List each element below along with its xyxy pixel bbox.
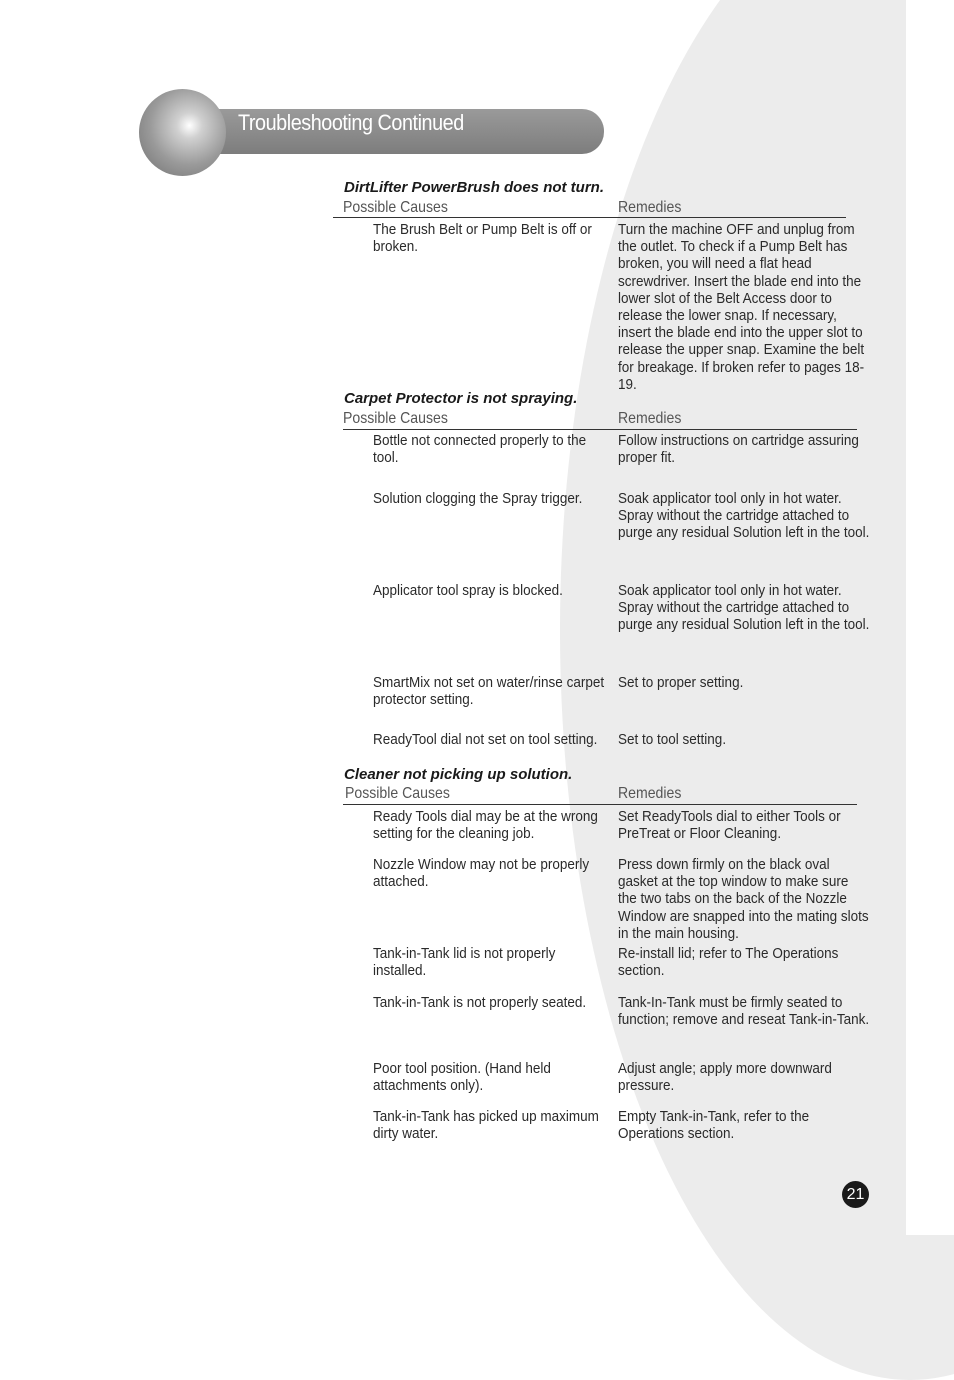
background-edge [906, 0, 954, 1235]
remedy-text: Press down firmly on the black oval gasket at the top window to make sure the two tabs on the back of the Nozzle Window are snapped into the mating slots in the main housing. [618, 856, 869, 942]
cause-text: Tank-in-Tank has picked up maximum dirty water. [373, 1108, 599, 1143]
cause-text: The Brush Belt or Pump Belt is off or broken. [373, 221, 592, 256]
header-rule [343, 804, 857, 805]
cause-text: Tank-in-Tank is not properly seated. [373, 994, 587, 1011]
page-number: 21 [842, 1181, 869, 1208]
remedy-text: Set to tool setting. [618, 731, 727, 748]
remedy-text: Adjust angle; apply more downward pressure. [618, 1060, 832, 1095]
causes-header: Possible Causes [343, 199, 448, 216]
remedy-text: Soak applicator tool only in hot water. Spray without the cartridge attached to purge any residual Solution left in the tool. [618, 490, 870, 542]
sphere-ornament [139, 89, 226, 176]
cause-text: Poor tool position. (Hand held attachments only). [373, 1060, 551, 1095]
cause-text: Applicator tool spray is blocked. [373, 582, 563, 599]
cause-text: Ready Tools dial may be at the wrong setting for the cleaning job. [373, 808, 598, 843]
cause-text: Tank-in-Tank lid is not properly installed. [373, 945, 556, 980]
section-title: Carpet Protector is not spraying. [344, 390, 578, 407]
remedies-header: Remedies [618, 199, 682, 216]
remedy-text: Set ReadyTools dial to either Tools or PreTreat or Floor Cleaning. [618, 808, 841, 843]
remedy-text: Set to proper setting. [618, 674, 744, 691]
remedy-text: Turn the machine OFF and unplug from the outlet. To check if a Pump Belt has broken, you will need a flat head screwdriver. Insert the blade end into the lower slot of the Belt Access door to release the lower snap. If necessary, insert the blade end into the upper slot to release the upper snap. Examine the belt for breakage. If broken refer to pages 18-19. [618, 221, 865, 393]
header-rule [343, 429, 857, 430]
remedy-text: Tank-In-Tank must be firmly seated to function; remove and reseat Tank-in-Tank. [618, 994, 870, 1029]
section-title: DirtLifter PowerBrush does not turn. [344, 179, 605, 196]
remedies-header: Remedies [618, 785, 682, 802]
section-title: Cleaner not picking up solution. [344, 766, 573, 783]
page-title: Troubleshooting Continued [238, 110, 464, 135]
remedy-text: Soak applicator tool only in hot water. Spray without the cartridge attached to purge any residual Solution left in the tool. [618, 582, 870, 634]
cause-text: SmartMix not set on water/rinse carpet protector setting. [373, 674, 605, 709]
cause-text: Bottle not connected properly to the tool. [373, 432, 587, 467]
causes-header: Possible Causes [345, 785, 450, 802]
remedy-text: Follow instructions on cartridge assuring proper fit. [618, 432, 859, 467]
cause-text: Solution clogging the Spray trigger. [373, 490, 583, 507]
remedies-header: Remedies [618, 410, 682, 427]
cause-text: ReadyTool dial not set on tool setting. [373, 731, 598, 748]
cause-text: Nozzle Window may not be properly attached. [373, 856, 590, 891]
remedy-text: Empty Tank-in-Tank, refer to the Operations section. [618, 1108, 810, 1143]
header-rule [333, 217, 846, 218]
causes-header: Possible Causes [343, 410, 448, 427]
remedy-text: Re-install lid; refer to The Operations section. [618, 945, 839, 980]
